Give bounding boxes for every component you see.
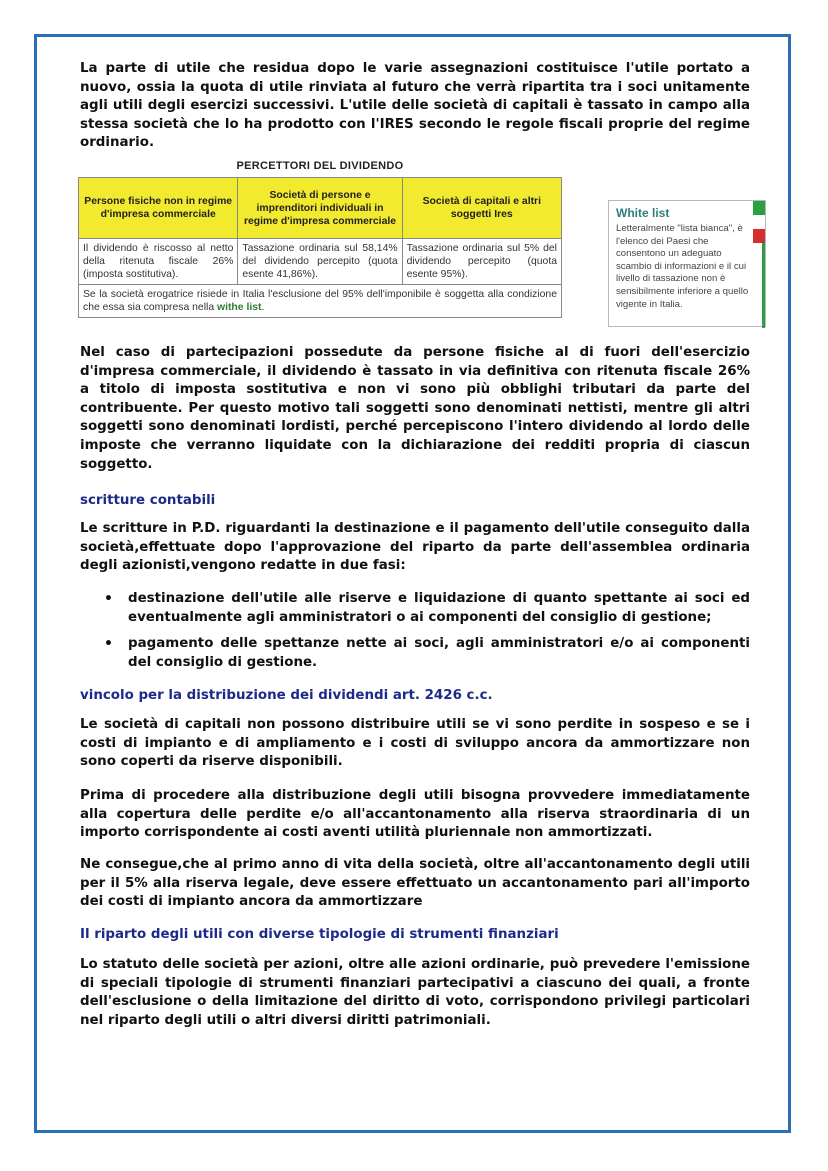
white-list-box: [608, 200, 766, 327]
table-title: PERCETTORI DEL DIVIDENDO: [236, 160, 404, 172]
white-list-title: White list: [616, 206, 670, 220]
paragraph-vincolo: Le società di capitali non possono distribuire utili se vi sono perdite in sospeso e se i costi di impianto e di ampliamento e i costi di sviluppo ancora da ammortizzare non sono coperti da riserve disponibili.: [80, 717, 750, 770]
paragraph-perdite: Prima di procedere alla distribuzione degli utili bisogna provvedere immediatamente alla copertura delle perdite e/o all'accantonamento alla riserva straordinaria di un importo corrispondente ai costi aventi utilità pluriennale non ammortizzati.: [80, 788, 750, 841]
paragraph-nettisti: Nel caso di partecipazioni possedute da persone fisiche al di fuori dell'esercizio d'impresa commerciale, il dividendo è tassato in via definitiva con ritenuta fiscale 26% a titolo di imposta sostitutiva e non vi sono più obblighi tributari da parte del contribuente. Per questo motivo tali soggetti sono denominati nettisti, mentre gli altri soggetti sono denominati lordisti, perché percepiscono l'intero dividendo al lordo delle imposte che verranno liquidate con la dichiarazione dei redditi propria di ciascun soggetto.: [80, 345, 750, 472]
table-note: [79, 285, 562, 318]
header-persone-fisiche: Persone fisiche non in regime d'impresa commerciale: [79, 178, 238, 239]
cell-persone-fisiche: Il dividendo è riscosso al netto della ritenuta fiscale 26% (imposta sostitutiva).: [79, 239, 238, 285]
paragraph-scritture: Le scritture in P.D. riguardanti la destinazione e il pagamento dell'utile conseguito dalla società,effettuate dopo l'approvazione del riparto da parte dell'assemblea ordinaria degli azionisti,vengono redatte in due fasi:: [80, 521, 750, 574]
paragraph-primo-anno: Ne consegue,che al primo anno di vita della società, oltre all'accantonamento degli utili per il 5% alla riserva legale, deve essere effettuato un accantonamento pari all'importo dei costi di impianto ancora da ammortizzare: [80, 857, 750, 910]
white-list-text: Letteralmente "lista bianca", è l'elenco dei Paesi che consentono un adeguato scambio di informazioni e il cui livello di tassazione non è sensibilmente inferiore a quello vigente in Italia.: [616, 223, 749, 310]
table-row: [79, 239, 562, 285]
dividend-table: [78, 177, 562, 318]
cell-societa-capitali: Tassazione ordinaria sul 5% del dividendo percepito (quota esente 95%).: [402, 239, 561, 285]
note-end: .: [261, 302, 265, 313]
heading-vincolo: vincolo per la distribuzione dei dividendi art. 2426 c.c.: [80, 688, 493, 703]
white-list-link: withe list: [217, 302, 262, 313]
phases-list: [104, 590, 750, 680]
table-header-row: [79, 178, 562, 239]
note-text: Se la società erogatrice risiede in Italia l'esclusione del 95% dell'imponibile è soggetta alla condizione che essa sia compresa nella: [83, 289, 557, 313]
green-edge: [762, 243, 765, 328]
header-societa-capitali: Società di capitali e altri soggetti Ires: [402, 178, 561, 239]
cell-societa-persone: Tassazione ordinaria sul 58,14% del dividendo percepito (quota esente 41,86%).: [238, 239, 402, 285]
list-item: • pagamento delle spettanze nette ai soci, agli amministratori e/o ai componenti del consiglio di gestione.: [104, 635, 750, 672]
heading-scritture-contabili: scritture contabili: [80, 493, 216, 508]
table-note-row: [79, 285, 562, 318]
header-societa-persone: Società di persone e imprenditori individuali in regime d'impresa commerciale: [238, 178, 402, 239]
italian-flag-bar: [753, 201, 765, 243]
intro-paragraph: La parte di utile che residua dopo le varie assegnazioni costituisce l'utile portato a nuovo, ossia la quota di utile rinviata al futuro che verrà ripartita tra i soci unitamente agli utili degli esercizi successivi. L'utile delle società di capitali è tassato in campo alla stessa società che lo ha prodotto con l'IRES secondo le regole fiscali proprie del regime ordinario.: [80, 61, 750, 151]
heading-riparto: Il riparto degli utili con diverse tipologie di strumenti finanziari: [80, 927, 559, 942]
paragraph-statuto: Lo statuto delle società per azioni, oltre alle azioni ordinarie, può prevedere l'emissione di speciali tipologie di strumenti finanziari partecipativi a ciascuno dei quali, a fronte dell'esclusione o della limitazione del diritto di voto, corrispondono privilegi particolari nel riparto degli utili o altri diversi diritti patrimoniali.: [80, 957, 750, 1028]
list-item: • destinazione dell'utile alle riserve e liquidazione di quanto spettante ai soci ed eventualmente agli amministratori o ai componenti del consiglio di gestione;: [104, 590, 750, 627]
